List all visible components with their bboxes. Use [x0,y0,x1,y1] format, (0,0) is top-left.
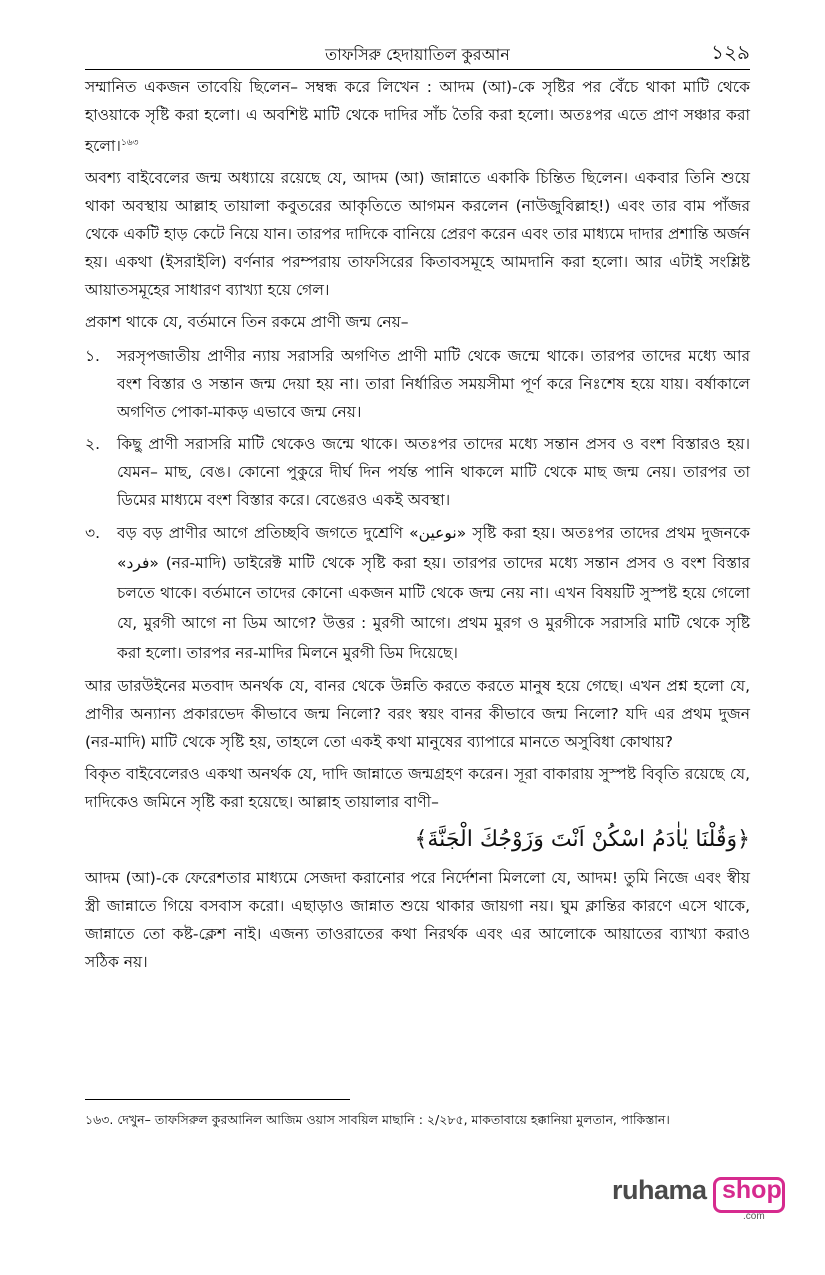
header-divider [85,69,750,70]
list-item-number: ৩. [85,524,101,543]
paragraph-3: প্রকাশ থাকে যে, বর্তমানে তিন রকমে প্রাণী জন্ম নেয়– [85,313,409,332]
footnote: ১৬৩. দেখুন– তাফসিরুল কুরআনিল আজিম ওয়াস সাবয়িল মাছানি : ২/২৮৫, মাকতাবায়ে হক্কানিয়া মুলতান, পাকিস্তান। [85,1112,670,1127]
list-item-number: ১. [85,347,100,366]
logo-text-shop: shop [722,1176,782,1204]
paragraph-4: আর ডারউইনের মতবাদ অনর্থক যে, বানর থেকে উন্নতি করতে করতে মানুষ হয়ে গেছে। এখন প্রশ্ন হলো যে, প্রাণীর অন্যান্য প্রকারভেদ কীভাবে জন্ম নিলো? বরং স্বয়ং বানর কীভাবে জন্ম নিলো? যদি এর প্রথম দুজন (নর-মাদি) মাটি থেকে সৃষ্টি হয়, তাহলে তো একই কথা মানুষের ব্যাপারে মানতে অসুবিধা কোথায়? [85,677,750,752]
list-item-text: কিছু প্রাণী সরাসরি মাটি থেকেও জন্মে থাকে। অতঃপর তাদের মধ্যে সন্তান প্রসব ও বংশ বিস্তারও হয়। যেমন– মাছ, বেঙ। কোনো পুকুরে দীর্ঘ দিন পর্যন্ত পানি থাকলে মাটি থেকে মাছ জন্ম নেয়। তারপর তা ডিমের মাধ্যমে বংশ বিস্তার করে। বেঙেরও একই অবস্থা। [117,435,750,510]
logo-shop-bubble [713,1177,785,1213]
arabic-term-1: نوعين [418,524,457,543]
paragraph-6: আদম (আ)-কে ফেরেশতার মাধ্যমে সেজদা করানোর পরে নির্দেশনা মিললো যে, আদম! তুমি নিজে এবং স্বীয় স্ত্রী জান্নাতে গিয়ে বসবাস করো। এছাড়াও জান্নাত শুয়ে থাকার জায়গা নয়। ঘুম ক্লান্তির কারণে এসে থাকে, জান্নাতে তো কষ্ট-ক্লেশ নাই। এজন্য তাওরাতের কথা নিরর্থক এবং এর আলোকে আয়াতের ব্যাখ্যা করাও সঠিক নয়। [85,869,750,972]
ruhama-shop-logo [612,1175,782,1225]
list-item-text-a: বড় বড় প্রাণীর আগে প্রতিচ্ছবি জগতে দুশ্রেণি « [117,524,419,543]
logo-text-ruhama: ruhama [612,1175,707,1205]
list-item [85,518,750,668]
list-item-text: সরসৃপজাতীয় প্রাণীর ন্যায় সরাসরি অগণিত প্রাণী মাটি থেকে জন্মে থাকে। তারপর তাদের মধ্যে আর বংশ বিস্তার ও সন্তান জন্ম দেয়া হয় না। তারা নির্ধারিত সময়সীমা পূর্ণ করে নিঃশেষ হয়ে যায়। বর্ষাকালে অগণিত পোকা-মাকড় এভাবে জন্ম নেয়। [117,347,750,422]
numbered-list [85,342,750,668]
footnote-reference: ১৬৩ [120,138,139,148]
list-item [85,342,750,426]
paragraph-1 [85,73,750,160]
paragraph-2: অবশ্য বাইবেলের জন্ম অধ্যায়ে রয়েছে যে, আদম (আ) জান্নাতে একাকি চিন্তিত ছিলেন। একবার তিনি শুয়ে থাকা অবস্থায় আল্লাহ তায়ালা কবুতরের আকৃতিতে আগমন করলেন (নাউজুবিল্লাহ!) এবং তার বাম পাঁজর থেকে একটি হাড় কেটে নিয়ে যান। তারপর দাদিকে বানিয়ে প্রেরণ করেন এবং তার মাধ্যমে দাদার প্রশান্তি অর্জন হয়। একথা (ইসরাইলি) বর্ণনার পরম্পরায় তাফসিরের কিতাবসমূহে আমদানি করা হলো। আর এটাই সংশ্লিষ্ট আয়াতসমূহের সাধারণ ব্যাখ্যা হয়ে গেল। [85,169,750,300]
paragraph-1-text: সম্মানিত একজন তাবেয়ি ছিলেন– সম্বন্ধ করে লিখেন : আদম (আ)-কে সৃষ্টির পর বেঁচে থাকা মাটি থেকে হাওয়াকে সৃষ্টি করা হলো। এ অবশিষ্ট মাটি থেকে দাদির সাঁচ তৈরি করা হলো। অতঃপর এতে প্রাণ সঞ্চার করা হলো। [85,78,750,156]
page-header [85,38,750,66]
paragraph-5: বিকৃত বাইবেলেরও একথা অনর্থক যে, দাদি জান্নাতে জন্মগ্রহণ করেন। সূরা বাকারায় সুস্পষ্ট বিবৃতি রয়েছে যে, দাদিকেও জমিনে সৃষ্টি করা হয়েছে। আল্লাহ তায়ালার বাণী– [85,765,750,812]
body-text [85,73,750,980]
list-item-text-b: » সৃষ্টি করা হয়। অতঃপর তাদের প্রথম দুজনকে « [117,524,750,573]
list-item-number: ২. [85,435,101,454]
logo-text-com: .com [743,1211,765,1222]
page-number: ১২৯ [711,40,750,64]
quran-verse: ﴿وَقُلْنَا يٰاٰدَمُ اسْكُنْ اَنْتَ وَزَوْجُكَ الْجَنَّةَ﴾ [414,827,750,853]
arabic-term-2: فرد [126,554,150,573]
list-item [85,430,750,514]
footnote-divider [85,1099,350,1100]
list-item-text-c: » (নর-মাদি) ডাইরেক্ট মাটি থেকে সৃষ্টি করা হয়। তারপর তাদের মধ্যে সন্তান প্রসব ও বংশ বিস্তার চলতে থাকে। বর্তমানে তাদের কোনো একজন মাটি থেকে জন্ম নেয় না। এখন বিষয়টি সুস্পষ্ট হয়ে গেলো যে, মুরগী আগে না ডিম আগে? উত্তর : মুরগী আগে। প্রথম মুরগ ও মুরগীকে সরাসরি মাটি থেকে সৃষ্টি করা হলো। তারপর নর-মাদির মিলনে মুরগী ডিম দিয়েছে। [117,554,750,663]
running-title: তাফসিরু হেদায়াতিল কুরআন [325,45,510,64]
